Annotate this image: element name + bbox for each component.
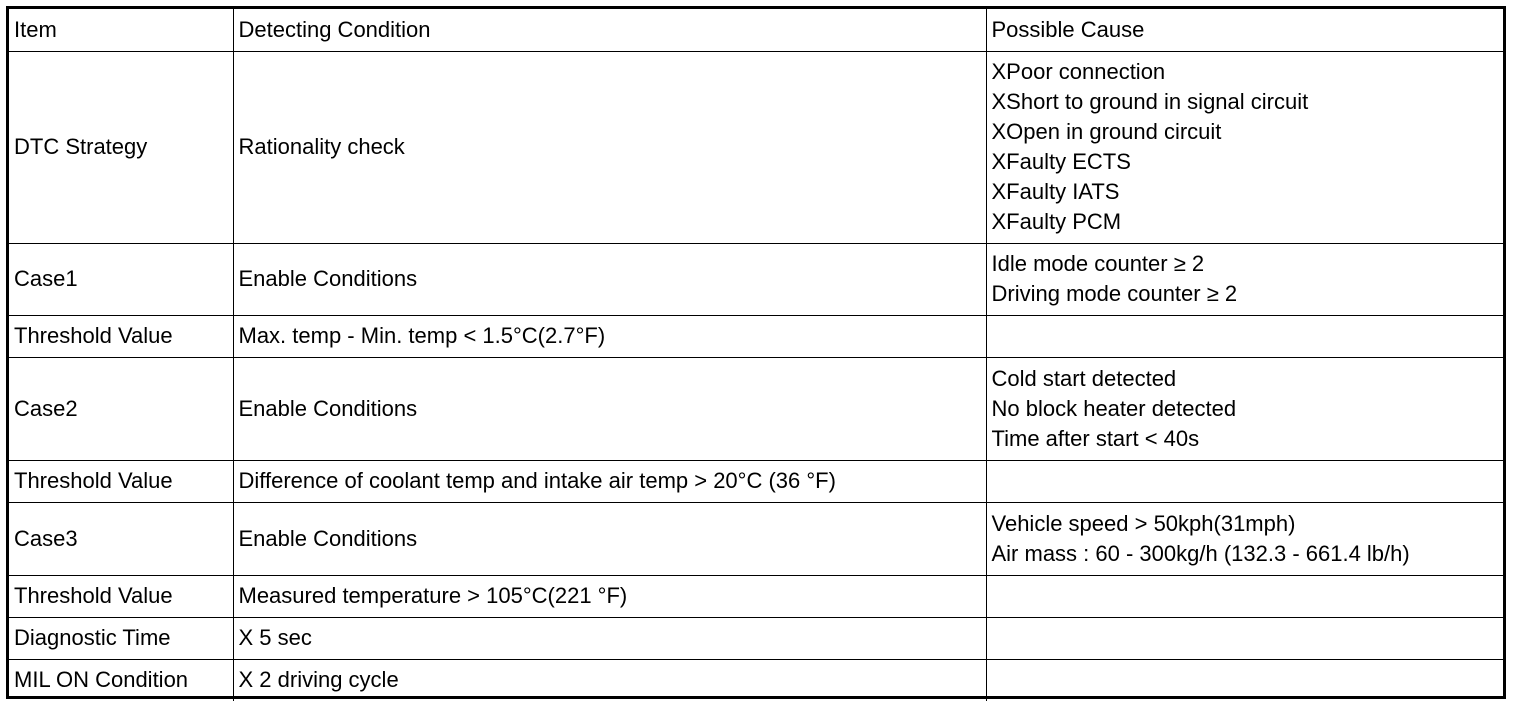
cause-line: No block heater detected xyxy=(991,395,1237,421)
cause-line: Idle mode counter ≥ 2 xyxy=(991,251,1205,276)
cause-cell xyxy=(986,617,1503,659)
dtc-strategy-table xyxy=(9,9,1503,701)
condition-cell: Difference of coolant temp and intake air temp > 20°C (36 °F) xyxy=(233,460,986,502)
cause-cell xyxy=(986,315,1503,357)
header-possible-cause: Possible Cause xyxy=(986,9,1503,51)
table-row xyxy=(9,315,1503,357)
item-cell: Case3 xyxy=(9,502,233,575)
table-row xyxy=(9,575,1503,617)
header-item: Item xyxy=(9,9,233,51)
condition-cell: X 5 sec xyxy=(233,617,986,659)
cause-line: Vehicle speed > 50kph(31mph) xyxy=(991,510,1296,536)
cause-cell xyxy=(986,502,1503,575)
condition-cell: Max. temp - Min. temp < 1.5°C(2.7°F) xyxy=(233,315,986,357)
table-row xyxy=(9,502,1503,575)
cause-line: Time after start < 40s xyxy=(991,425,1200,451)
cause-line: XShort to ground in signal circuit xyxy=(991,89,1309,114)
cause-line: XFaulty ECTS xyxy=(991,149,1131,174)
cause-line: XFaulty PCM xyxy=(991,209,1122,234)
condition-cell: Enable Conditions xyxy=(233,357,986,460)
dtc-strategy-table-frame xyxy=(6,6,1506,699)
item-cell: Threshold Value xyxy=(9,315,233,357)
cause-cell xyxy=(986,659,1503,701)
table-row xyxy=(9,51,1503,243)
condition-cell: Enable Conditions xyxy=(233,243,986,315)
condition-cell: Enable Conditions xyxy=(233,502,986,575)
condition-cell: Rationality check xyxy=(233,51,986,243)
item-cell: Diagnostic Time xyxy=(9,617,233,659)
item-cell: Threshold Value xyxy=(9,460,233,502)
item-cell: Threshold Value xyxy=(9,575,233,617)
cause-line: XOpen in ground circuit xyxy=(991,119,1222,144)
cause-cell xyxy=(986,357,1503,460)
item-cell: DTC Strategy xyxy=(9,51,233,243)
condition-cell: X 2 driving cycle xyxy=(233,659,986,701)
cause-line: XFaulty IATS xyxy=(991,179,1120,204)
cause-cell xyxy=(986,243,1503,315)
table-row xyxy=(9,357,1503,460)
item-cell: Case1 xyxy=(9,243,233,315)
cause-line: Cold start detected xyxy=(991,365,1177,391)
item-cell: Case2 xyxy=(9,357,233,460)
header-detecting-condition: Detecting Condition xyxy=(233,9,986,51)
table-row xyxy=(9,460,1503,502)
table-row xyxy=(9,659,1503,701)
cause-cell xyxy=(986,460,1503,502)
cause-cell xyxy=(986,575,1503,617)
condition-cell: Measured temperature > 105°C(221 °F) xyxy=(233,575,986,617)
cause-line: XPoor connection xyxy=(991,59,1166,84)
cause-line: Driving mode counter ≥ 2 xyxy=(991,281,1238,306)
header-row xyxy=(9,9,1503,51)
cause-cell xyxy=(986,51,1503,243)
table-row xyxy=(9,243,1503,315)
item-cell: MIL ON Condition xyxy=(9,659,233,701)
cause-line: Air mass : 60 - 300kg/h (132.3 - 661.4 lb/h) xyxy=(991,540,1410,566)
table-row xyxy=(9,617,1503,659)
